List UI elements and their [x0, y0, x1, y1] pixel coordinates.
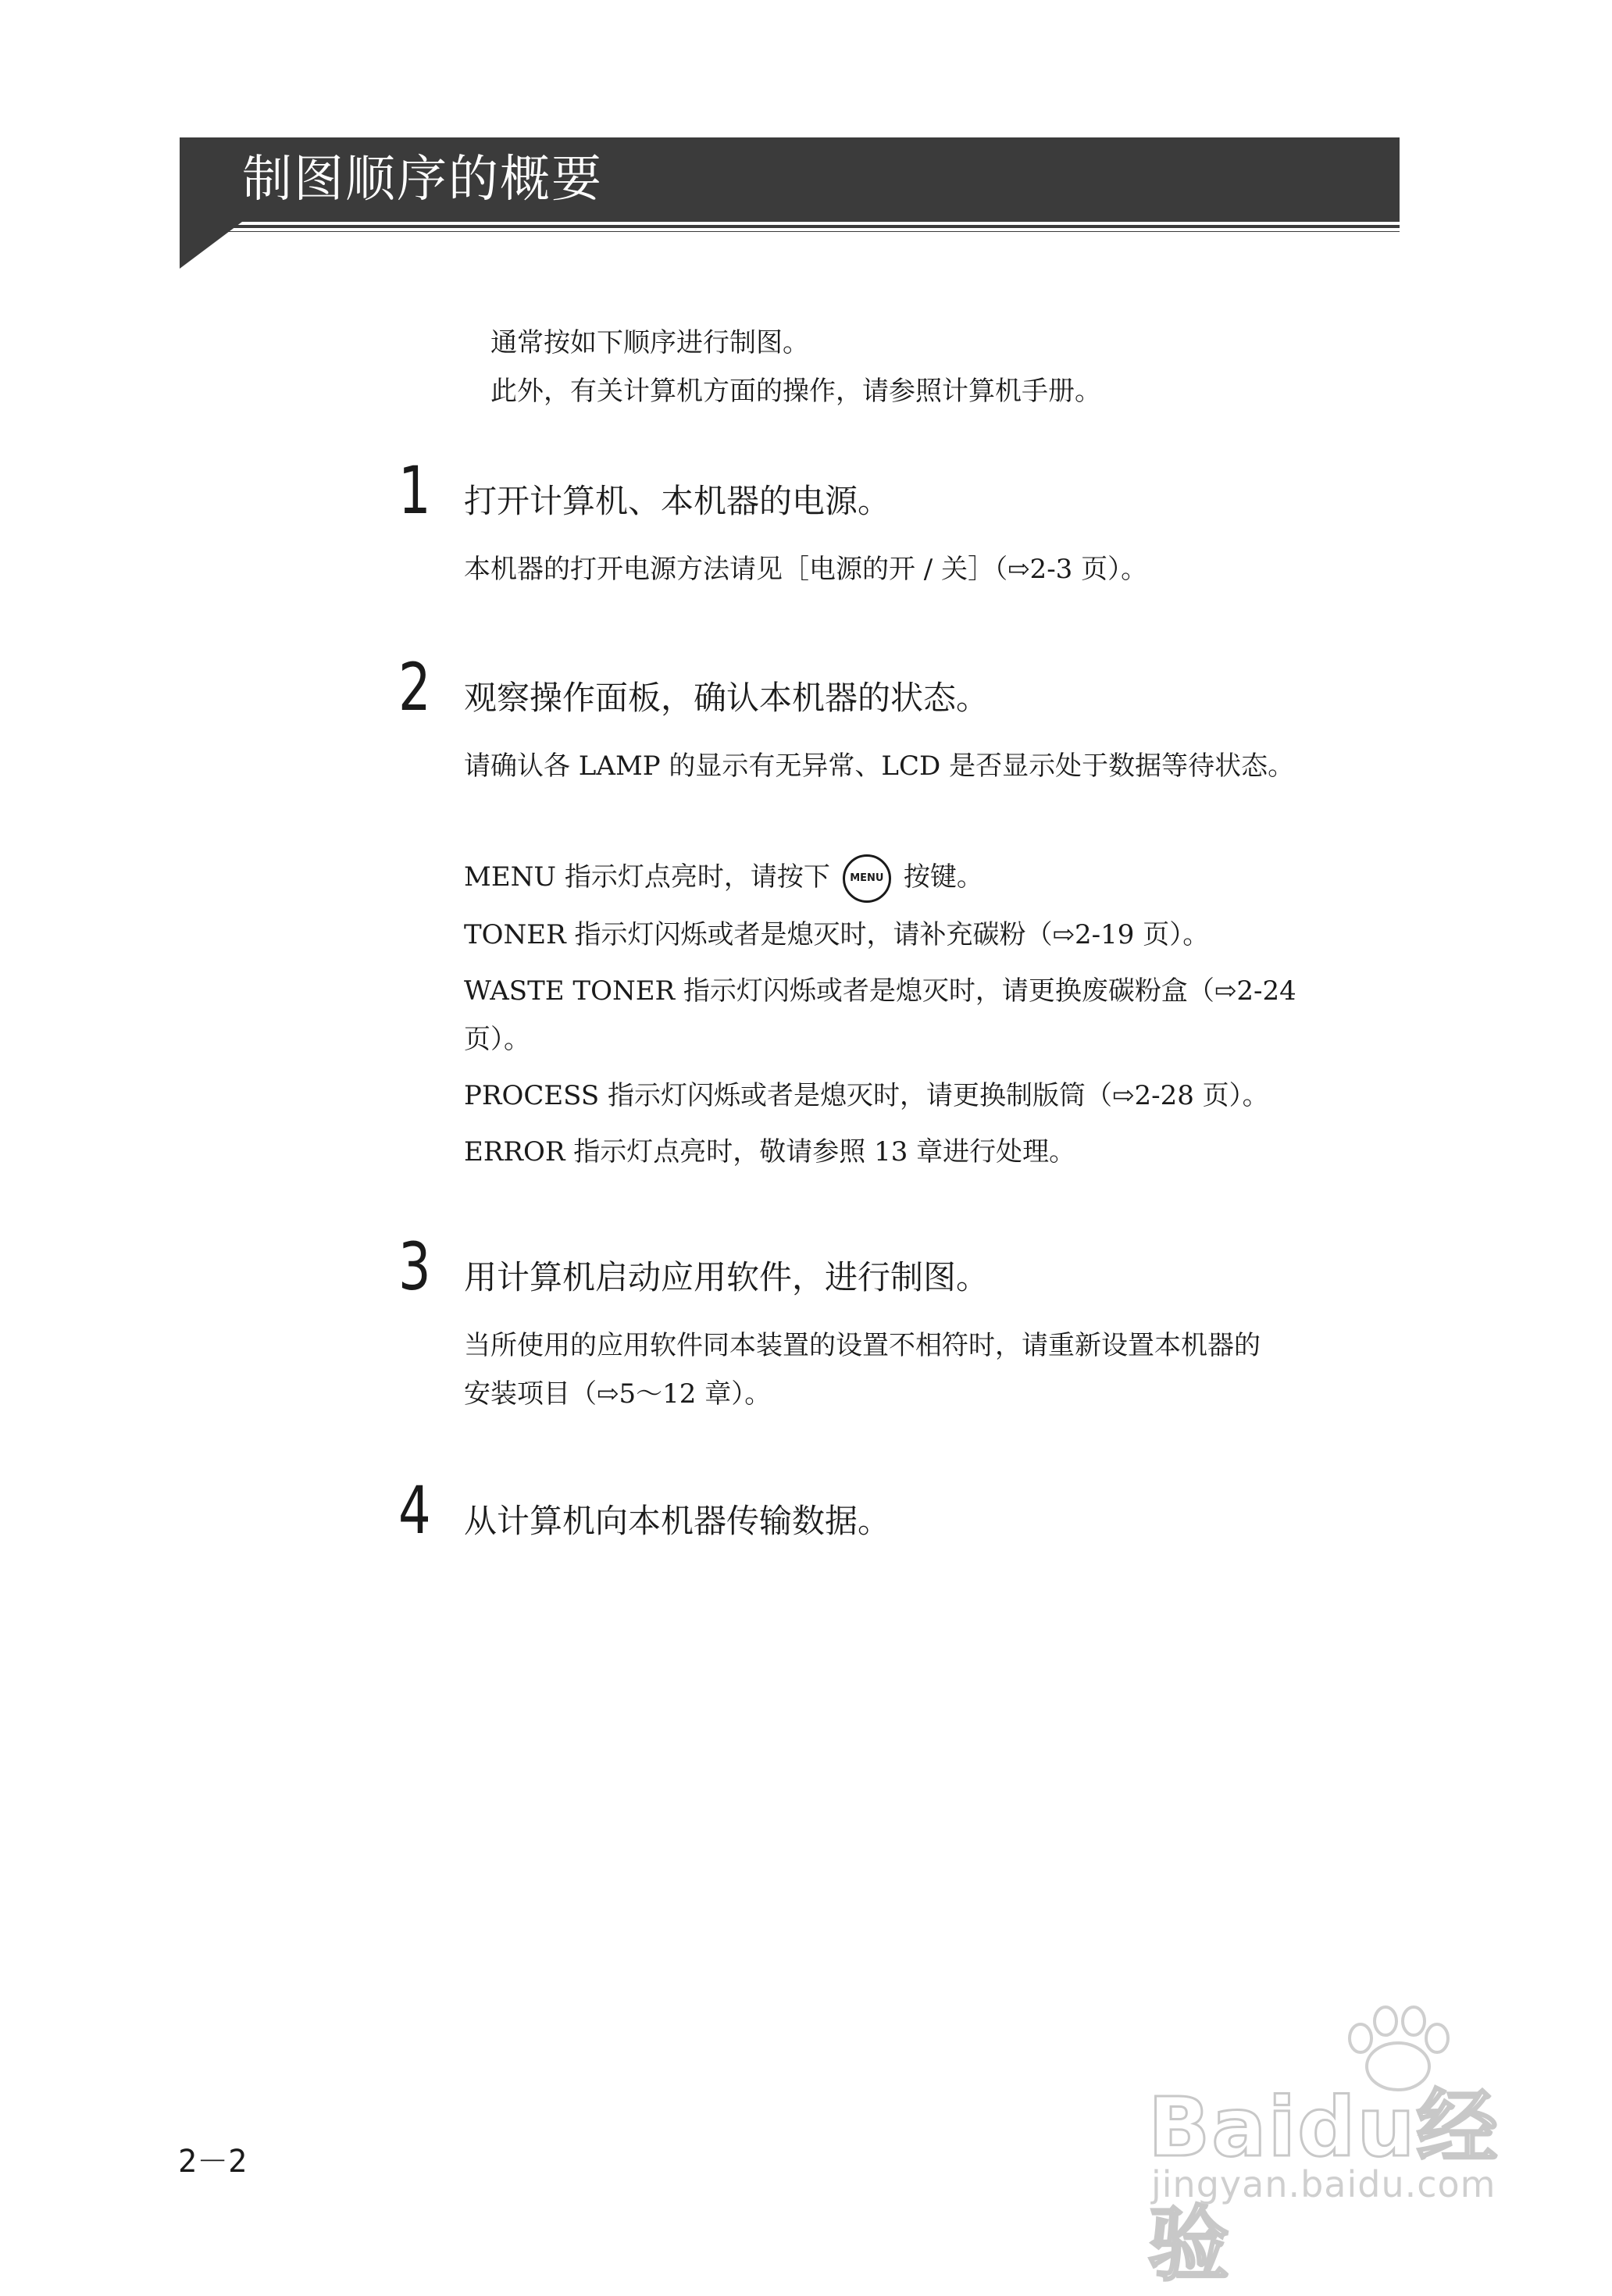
header-notch: [180, 222, 242, 269]
header-rule-thin: [180, 231, 1400, 232]
step-number: 3: [398, 1228, 431, 1305]
menu-note-line: [464, 853, 1401, 903]
intro-line: 此外，有关计算机方面的操作，请参照计算机手册。: [490, 376, 1101, 407]
step-title: 用计算机启动应用软件，进行制图。: [464, 1258, 990, 1296]
step-title: 观察操作面板，确认本机器的状态。: [464, 679, 990, 717]
note-line: PROCESS 指示灯闪烁或者是熄灭时，请更换制版筒（⇨2-28 页）。: [464, 1080, 1269, 1111]
step-notes: [464, 853, 1401, 1176]
watermark: [1132, 1999, 1539, 2292]
menu-note-suffix: 按键。: [903, 861, 983, 893]
note-line: TONER 指示灯闪烁或者是熄灭时，请补充碳粉（⇨2-19 页）。: [464, 919, 1210, 950]
menu-button-icon: MENU: [843, 854, 891, 903]
note-line: 页）。: [464, 1024, 530, 1055]
header-bar: [180, 137, 1400, 222]
step-title: 从计算机向本机器传输数据。: [464, 1502, 891, 1540]
intro-text: [490, 319, 1101, 415]
watermark-logo: Baidu经验: [1148, 2080, 1500, 2292]
step-number: 1: [398, 452, 431, 529]
step-number: 2: [398, 649, 431, 726]
watermark-url: jingyan.baidu.com: [1151, 2163, 1496, 2205]
page-title: 制图顺序的概要: [242, 151, 603, 209]
note-line: ERROR 指示灯点亮时，敬请参照 13 章进行处理。: [464, 1136, 1076, 1168]
step-number: 4: [398, 1472, 431, 1549]
header-rule: [180, 225, 1400, 228]
step-body-line: 本机器的打开电源方法请见［电源的开 / 关］（⇨2-3 页）。: [464, 554, 1148, 585]
step-body-line: 当所使用的应用软件同本装置的设置不相符时，请重新设置本机器的: [464, 1330, 1261, 1361]
page-number: 2－2: [178, 2144, 248, 2180]
note-line: WASTE TONER 指示灯闪烁或者是熄灭时，请更换废碳粉盒（⇨2-24: [464, 975, 1296, 1007]
step-body-line: 请确认各 LAMP 的显示有无异常、LCD 是否显示处于数据等待状态。: [464, 750, 1295, 782]
intro-line: 通常按如下顺序进行制图。: [490, 327, 809, 358]
step-title: 打开计算机、本机器的电源。: [464, 482, 891, 520]
step-body: [464, 1321, 1401, 1418]
menu-note-prefix: MENU 指示灯点亮时，请按下: [464, 861, 830, 893]
step-body-line: 安装项目（⇨5～12 章）。: [464, 1378, 772, 1410]
step-body: [464, 545, 1401, 594]
step-body: [464, 742, 1401, 790]
